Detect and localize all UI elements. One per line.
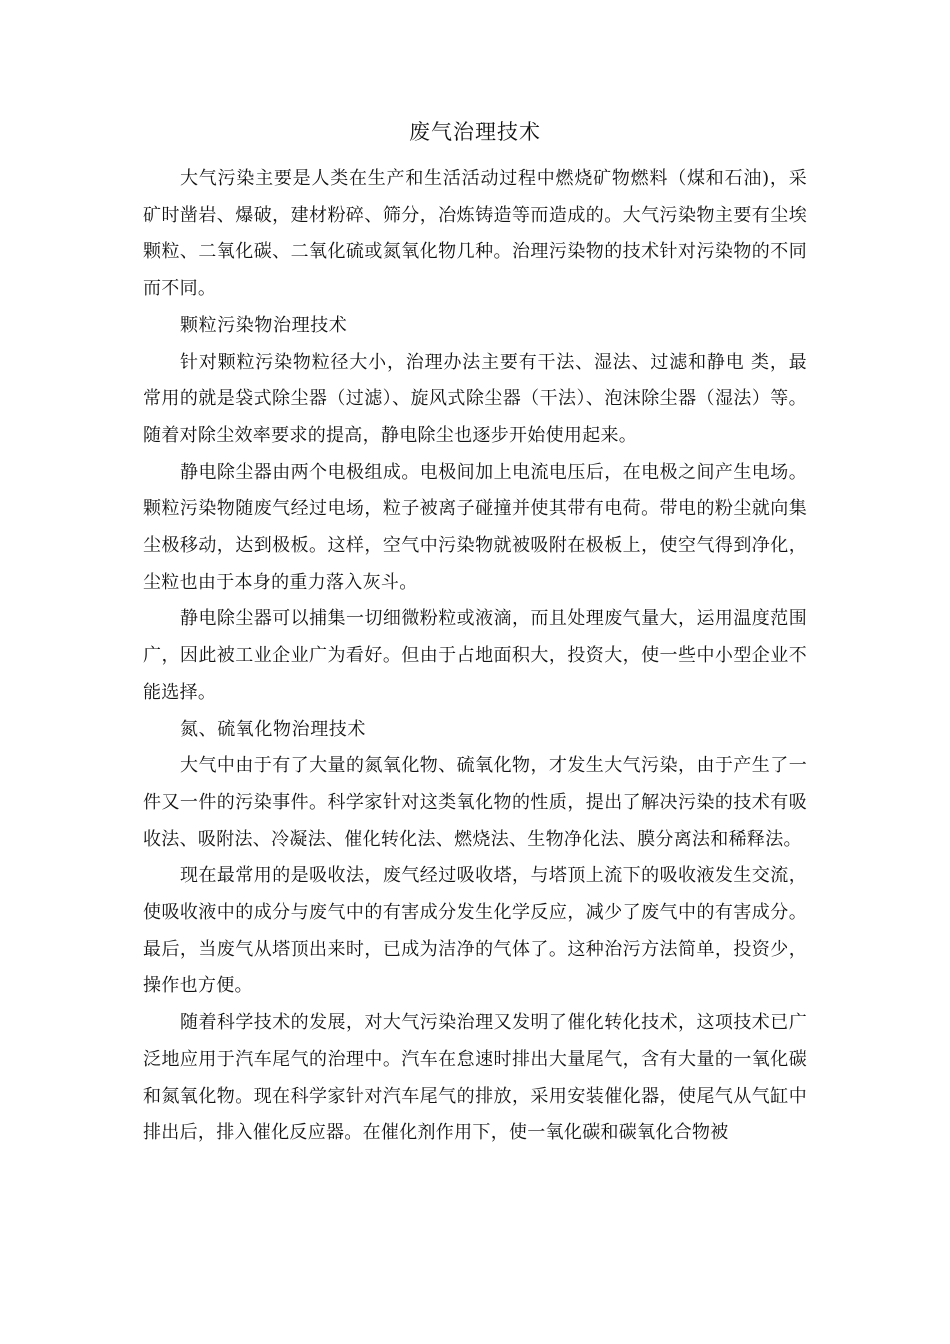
paragraph-intro: 大气污染主要是人类在生产和生活活动过程中燃烧矿物燃料（煤和石油)，采矿时凿岩、爆破，建材粉碎、筛分，冶炼铸造等而造成的。大气污染物主要有尘埃颗粒、二氧化碳、二氧化硫或氮氧化物几种。治理污染物的技术针对污染物的不同而不同。 bbox=[143, 168, 807, 300]
document-body bbox=[143, 161, 807, 1152]
document-title: 废气治理技术 bbox=[409, 120, 541, 144]
paragraph-electrostatic-principle: 静电除尘器由两个电极组成。电极间加上电流电压后，在电极之间产生电场。颗粒污染物随废气经过电场，粒子被离子碰撞并使其带有电荷。带电的粉尘就向集尘极移动，达到极板。这样，空气中污染物就被吸附在极板上，使空气得到净化，尘粒也由于本身的重力落入灰斗。 bbox=[143, 461, 807, 593]
paragraph-absorption: 现在最常用的是吸收法，废气经过吸收塔，与塔顶上流下的吸收液发生交流，使吸收液中的成分与废气中的有害成分发生化学反应，减少了废气中的有害成分。最后，当废气从塔顶出来时，已成为洁净的气体了。这种治污方法简单，投资少，操作也方便。 bbox=[143, 865, 807, 997]
paragraph-oxide-methods: 大气中由于有了大量的氮氧化物、硫氧化物，才发生大气污染，由于产生了一件又一件的污染事件。科学家针对这类氧化物的性质，提出了解决污染的技术有吸收法、吸附法、冷凝法、催化转化法、燃烧法、生物净化法、膜分离法和稀释法。 bbox=[143, 755, 807, 850]
section-heading-particulate: 颗粒污染物治理技术 bbox=[180, 314, 348, 336]
paragraph-catalytic-conversion: 随着科学技术的发展，对大气污染治理又发明了催化转化技术，这项技术已广泛地应用于汽车尾气的治理中。汽车在怠速时排出大量尾气，含有大量的一氧化碳和氮氧化物。现在科学家针对汽车尾气的排放，采用安装催化器，使尾气从气缸中排出后，排入催化反应器。在催化剂作用下，使一氧化碳和碳氧化合物被 bbox=[143, 1012, 807, 1144]
section-heading-oxides: 氮、硫氧化物治理技术 bbox=[180, 718, 366, 740]
paragraph-electrostatic-pros-cons: 静电除尘器可以捕集一切细微粉粒或液滴，而且处理废气量大，运用温度范围广，因此被工业企业广为看好。但由于占地面积大，投资大，使一些中小型企业不能选择。 bbox=[143, 608, 807, 703]
paragraph-particulate-methods: 针对颗粒污染物粒径大小，治理办法主要有干法、湿法、过滤和静电 类，最常用的就是袋式除尘器（过滤）、旋风式除尘器（干法）、泡沫除尘器（湿法）等。随着对除尘效率要求的提高，静电除尘也逐步开始使用起来。 bbox=[143, 351, 807, 446]
